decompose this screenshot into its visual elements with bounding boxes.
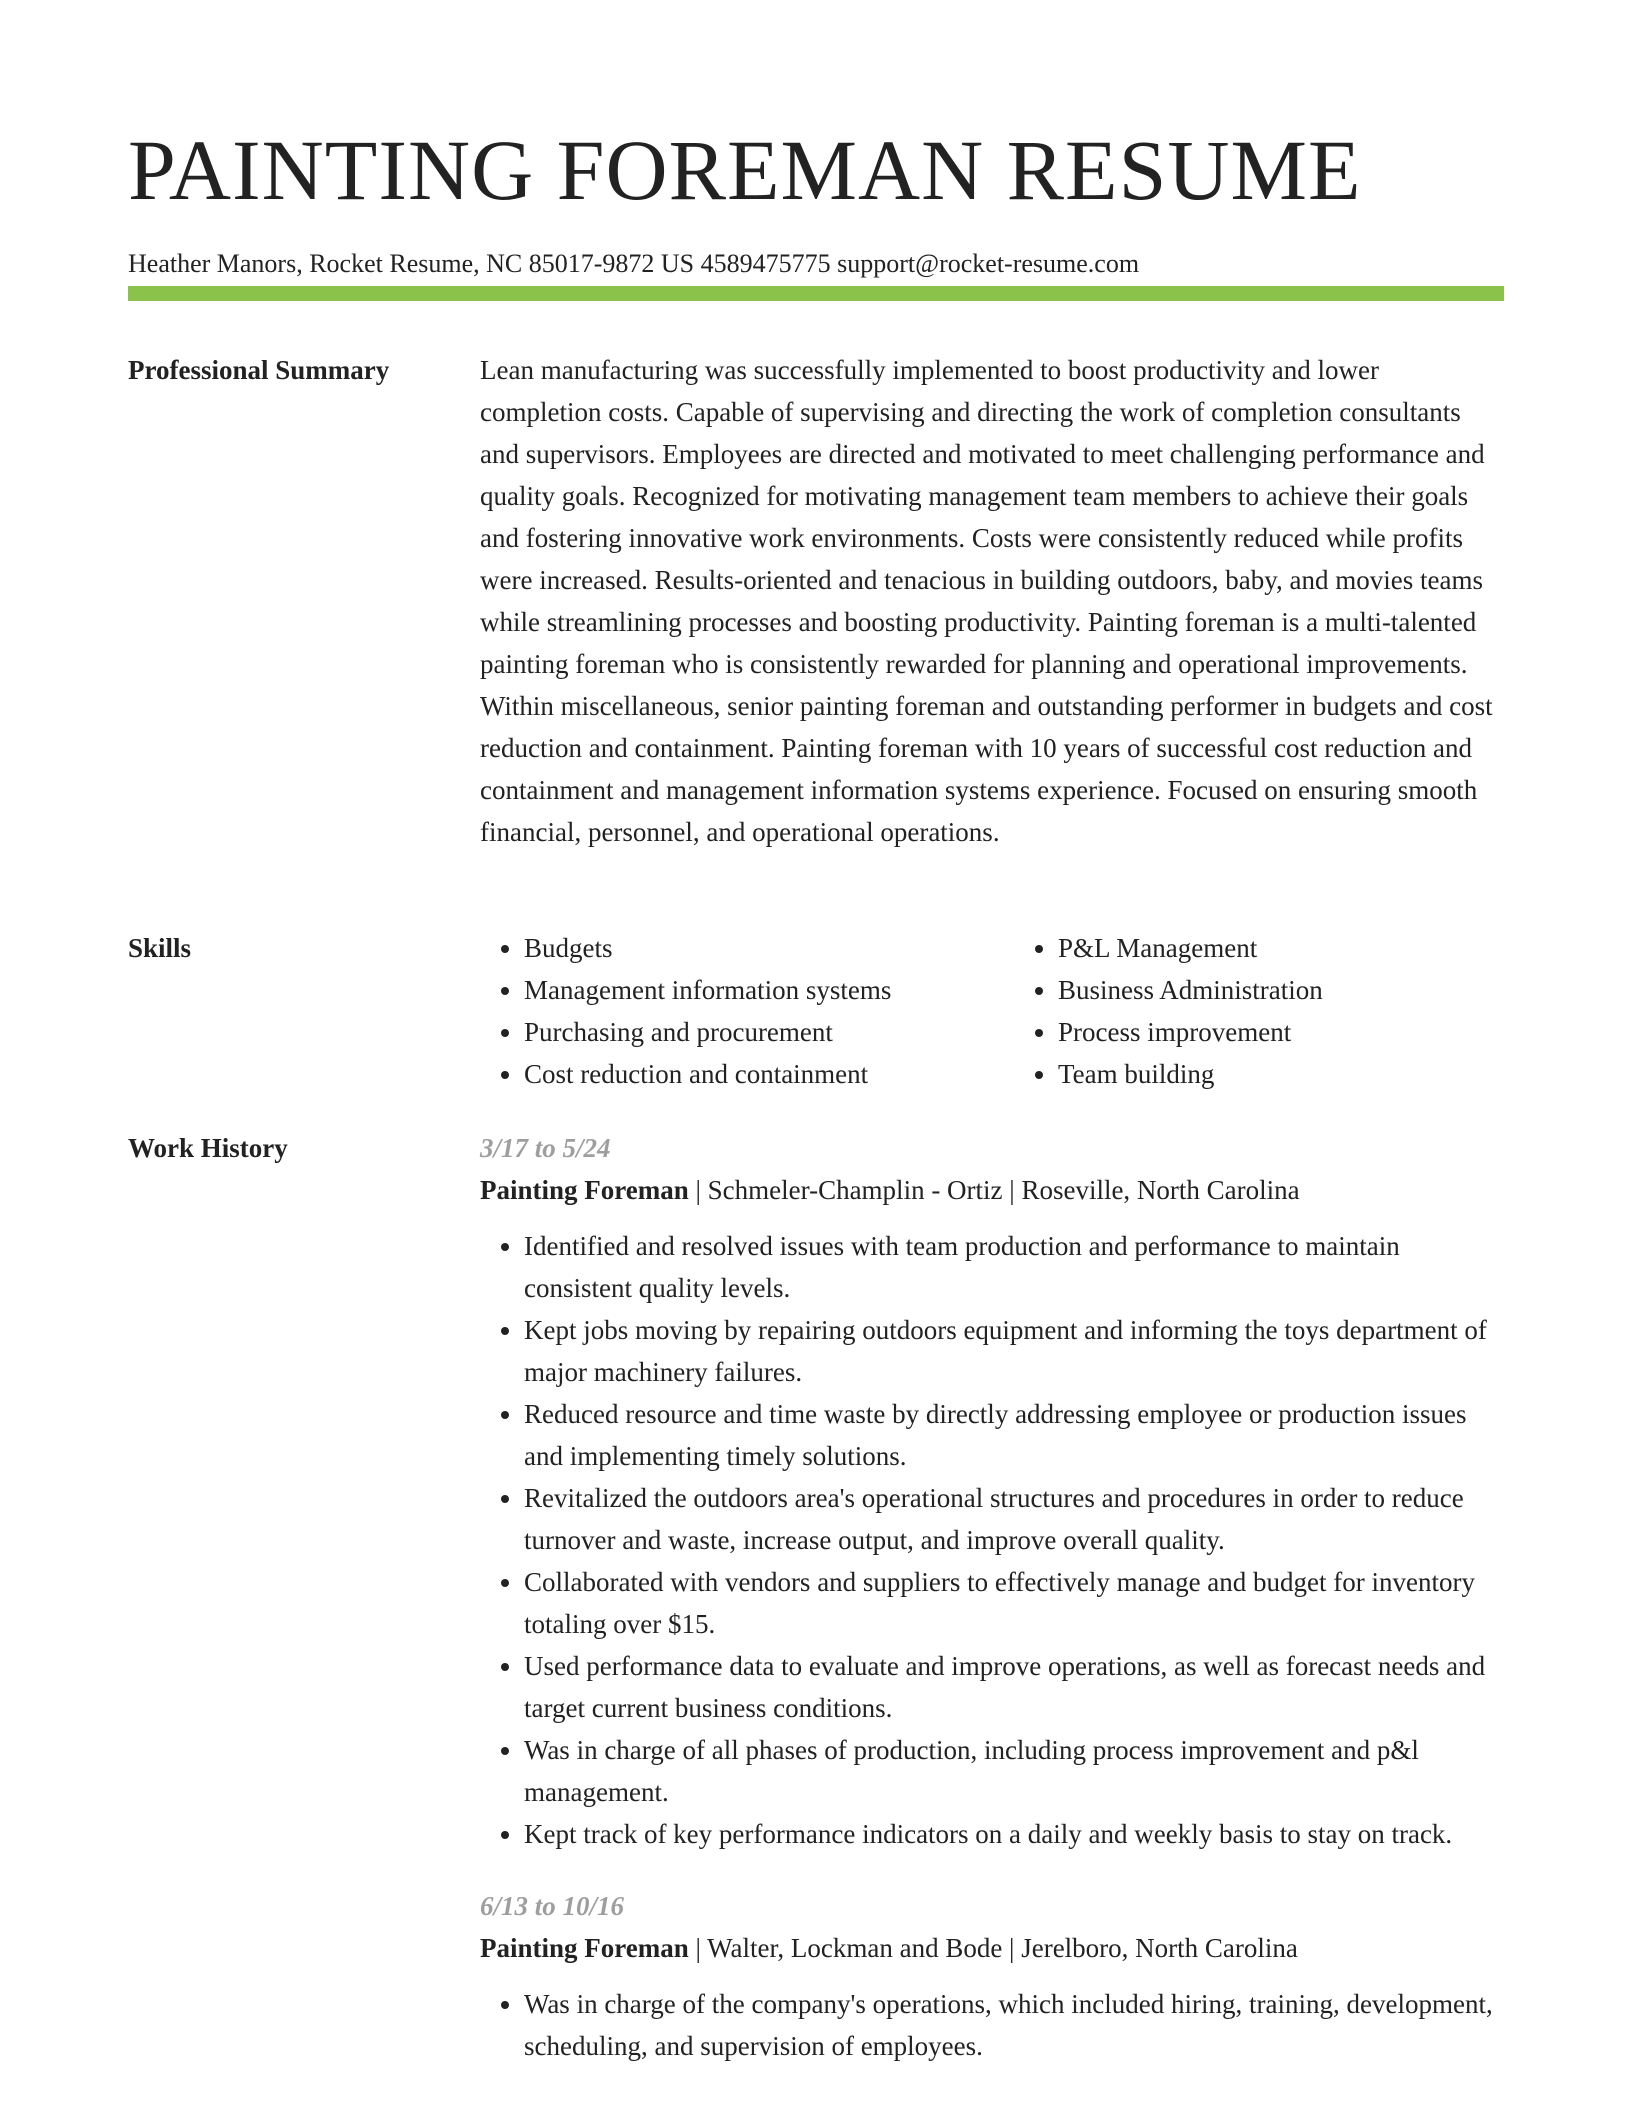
duty-item: • Was in charge of all phases of production, including process improvement and p&l management. bbox=[524, 1729, 1504, 1813]
duty-item: • Identified and resolved issues with team production and performance to maintain consistent quality levels. bbox=[524, 1225, 1504, 1309]
job-title: Painting Foreman bbox=[480, 1933, 689, 1963]
skill-item: • Business Administration bbox=[1058, 969, 1504, 1011]
summary-text: Lean manufacturing was successfully implemented to boost productivity and lower completion costs. Capable of supervising and directing the work of completion consultants and supervisors. Employees are directed and motivated to meet challenging performance and quality goals. Recognized for motivating management team members to achieve their goals and fostering innovative work environments. Costs were consistently reduced while profits were increased. Results-oriented and tenacious in building outdoors, baby, and movies teams while streamlining processes and boosting productivity. Painting foreman is a multi-talented painting foreman who is consistently rewarded for planning and operational improvements. Within miscellaneous, senior painting foreman and outstanding performer in budgets and cost reduction and containment. Painting foreman with 10 years of successful cost reduction and containment and management information systems experience. Focused on ensuring smooth financial, personnel, and operational operations. bbox=[480, 355, 1493, 847]
summary-body bbox=[480, 349, 1504, 853]
header-divider bbox=[128, 286, 1504, 301]
resume-header bbox=[128, 118, 1504, 282]
resume-title: PAINTING FOREMAN RESUME bbox=[128, 122, 1362, 218]
duty-item: • Was in charge of the company's operations, which included hiring, training, development, scheduling, and supervision of employees. bbox=[524, 1983, 1504, 2067]
job-entry bbox=[480, 1885, 1504, 2067]
duty-item: • Collaborated with vendors and suppliers to effectively manage and budget for inventory totaling over $15. bbox=[524, 1561, 1504, 1645]
skill-item: • Management information systems bbox=[524, 969, 970, 1011]
job-line bbox=[480, 1169, 1504, 1211]
duty-item: • Reduced resource and time waste by directly addressing employee or production issues and implementing timely solutions. bbox=[524, 1393, 1504, 1477]
duty-item: • Kept jobs moving by repairing outdoors equipment and informing the toys department of major machinery failures. bbox=[524, 1309, 1504, 1393]
duty-list bbox=[480, 1983, 1504, 2067]
skills-list-left bbox=[480, 927, 970, 1095]
skill-item: • Process improvement bbox=[1058, 1011, 1504, 1053]
skills-list-right bbox=[1014, 927, 1504, 1095]
job-entry bbox=[480, 1127, 1504, 1855]
work-history-label: Work History bbox=[128, 1133, 288, 1163]
job-title: Painting Foreman bbox=[480, 1175, 689, 1205]
duty-item: • Kept track of key performance indicators on a daily and weekly basis to stay on track. bbox=[524, 1813, 1504, 1855]
duty-item: • Used performance data to evaluate and improve operations, as well as forecast needs and target current business conditions. bbox=[524, 1645, 1504, 1729]
summary-label: Professional Summary bbox=[128, 355, 390, 385]
job-line bbox=[480, 1927, 1504, 1969]
duty-item: • Revitalized the outdoors area's operational structures and procedures in order to reduce turnover and waste, increase output, and improve overall quality. bbox=[524, 1477, 1504, 1561]
job-details: | Schmeler-Champlin - Ortiz | Roseville, North Carolina bbox=[688, 1175, 1300, 1205]
contact-line: Heather Manors, Rocket Resume, NC 85017-9872 US 4589475775 support@rocket-resume.com bbox=[128, 249, 1140, 278]
skill-item: • Cost reduction and containment bbox=[524, 1053, 970, 1095]
duty-list bbox=[480, 1225, 1504, 1855]
skill-item: • P&L Management bbox=[1058, 927, 1504, 969]
job-dates: 3/17 to 5/24 bbox=[480, 1133, 611, 1163]
work-history-body bbox=[480, 1127, 1504, 2067]
job-dates: 6/13 to 10/16 bbox=[480, 1891, 625, 1921]
skills-label: Skills bbox=[128, 933, 192, 963]
skill-item: • Purchasing and procurement bbox=[524, 1011, 970, 1053]
skills-body bbox=[480, 927, 1504, 1095]
skill-item: • Team building bbox=[1058, 1053, 1504, 1095]
skill-item: • Budgets bbox=[524, 927, 970, 969]
job-details: | Walter, Lockman and Bode | Jerelboro, North Carolina bbox=[688, 1933, 1298, 1963]
